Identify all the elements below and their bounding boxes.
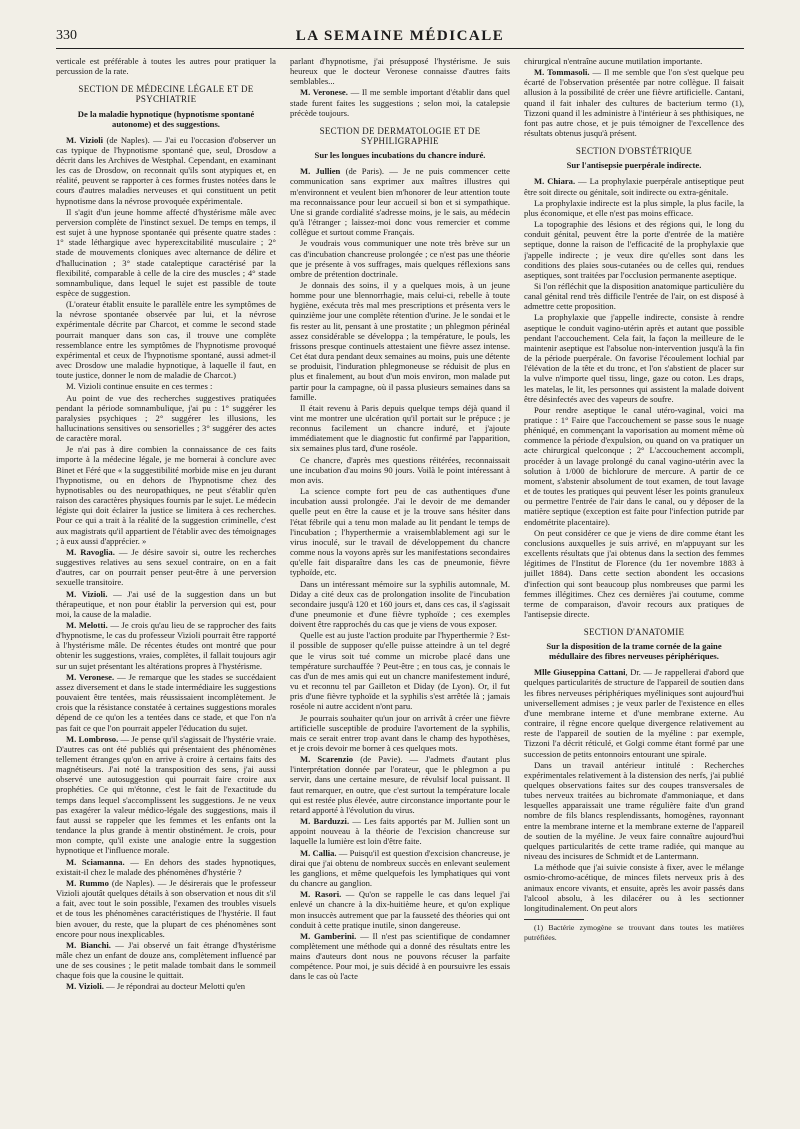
- paragraph: [56, 135, 276, 206]
- speaker-name: M. Chiara.: [534, 176, 576, 187]
- column-1: [56, 56, 276, 1106]
- paragraph: [56, 940, 276, 981]
- paragraph: [290, 816, 510, 846]
- paragraph-text: — Je pense qu'il s'agissait de l'hystérie vraie. D'autres cas ont été publiés qui présentaient des phénomènes tellement étranges qu'on en arrive à croire à certains faits des magnétiseurs. J'ai noté la transposition des sens, j'ai aussi observé une autosuggestion qui pourrait faire croire aux prophéties. Ce qui m'étonne, c'est le fait de l'exactitude du temps dans lequel s'accomplissent les suggestions. Je ne veux pas exagérer la valeur médico-légale des suggestions, mais il faut aussi se rappeler que les femmes et les enfants ont la tendance la plus grande à mentir obstinément. Je crois, pour mon compte, qu'il existe une analogie entre la suggestion hypnotique et l'influence morale.: [56, 733, 276, 856]
- speaker-name: Mlle Giuseppina Cattani: [534, 667, 626, 678]
- paragraph: parlant d'hypnotisme, j'ai présupposé l'hystérisme. Je suis heureux que le docteur Veronese connaisse d'autres faits semblables...: [290, 56, 510, 87]
- paragraph-text: (de Naples). — J'ai eu l'occasion d'observer un cas typique de l'hypnotisme spontané que, seul, Drosdow a décrit dans les Archives de Westphal. Cependant, en examinant les cas de Drosdow, on reconnait qu'ils sont atypiques et, en réalité, peuvent se rapporter à ces formes frustes notées dans le cours d'autres maladies nerveuses et qui constituent un petit hypnotisme dans la névrose provoquée expérimentale.: [56, 134, 276, 206]
- speaker-name: M. Ravoglia.: [66, 546, 115, 557]
- paragraph: (L'orateur établit ensuite le parallèle entre les symptômes de la névrose spontanée observée par lui, et la névrose expérimentale décrite par Charcot, et comme le second stade pourrait manquer dans son cas, il trouve une complète ressemblance entre les symptômes de l'hypnotisme provoqué expérimental et ceux de l'hypnotisme spontané, aussi admet-il avec Drosdow une maladie hypnotique, à laquelle il faut, en toute justice, donner le nom de maladie de Charcot.): [56, 299, 276, 381]
- paragraph-text: — En dehors des stades hypnotiques, existait-il chez le malade des phénomènes d'hystérie ?: [56, 856, 276, 877]
- paragraph: [290, 848, 510, 889]
- speaker-name: M. Tommasoli.: [534, 67, 590, 78]
- paragraph: [524, 176, 744, 196]
- speaker-name: M. Scarenzio: [300, 754, 354, 765]
- paragraph: La prophylaxie que j'appelle indirecte, consiste à rendre aseptique le conduit vagino-utérin après et autant que possible pendant l'accouchement. Cela fait, la façon la meilleure de le maintenir aseptique est l'absolue non-intervention jusqu'à la fin de la période puerpérale. On favorise l'écoulement lochial par l'élévation de la tête et du tronc, et l'on s'abstient de placer sur la vulve n'importe quel tissu, linge, gaze ou coton. Les draps, les matelas, le lit, les personnes qui assistent la malade doivent être désinfectés avec des vapeurs de soufre.: [524, 312, 744, 404]
- paragraph: [290, 87, 510, 117]
- speaker-name: M. Gamberini.: [300, 930, 357, 941]
- paragraph: [56, 878, 276, 939]
- paragraph: [524, 667, 744, 758]
- paragraph: Dans un travail antérieur intitulé : Recherches expérimentales relativement à la distension des nerfs, j'ai publié quelques observations faites sur des coupes transversales de tubes nerveux traitées au bichromate d'ammoniaque, et dans lesquelles apparaissait une trame régulière faite d'un grand nombre de fils blancs resplendissants, homogènes, rayonnant entre la membrane interne et la membrane externe de l'appareil de soutien de la myéline. Je veux faire connaître aujourd'hui quelques particularités de cette trame radiée, qui manque au niveau des incisures de Schmidt et de Lantermann.: [524, 759, 744, 862]
- paragraph: [524, 67, 744, 138]
- page-header: [56, 26, 744, 49]
- paragraph: Je donnais des soins, il y a quelques mois, à un jeune homme pour une blennorrhagie, mais celui-ci, rebelle à toute hygiène, exécuta très mal mes prescriptions et présenta vers le quinzième jour une complète rétention d'urine. Je le sondai et le fis rester au lit, pensant à une prostatite ; un phlegmon périnéal assez considérable se développa ; la température, le pouls, les frissons presque continuels attestaient une fièvre assez intense. Cet état dura pendant deux semaines au moins, puis une détente se produisit, l'induration phlegmoneuse se réduisit de plus en plus et finalement, au bout d'un mois environ, mon malade put partir pour la campagne, où il passa plusieurs semaines dans sa famille.: [290, 279, 510, 402]
- paragraph: La prophylaxie indirecte est la plus simple, la plus facile, la plus économique, et elle n'est pas moins efficace.: [524, 197, 744, 218]
- speaker-name: M. Barduzzi.: [300, 816, 350, 827]
- paragraph-text: — Puisqu'il est question d'excision chancreuse, je dirai que j'ai obtenu de nombreux succès en enlevant seulement les ganglions, et même quelquefois les lymphatiques qui vont du chancre au ganglion.: [290, 847, 510, 889]
- paragraph: Il s'agit d'un jeune homme affecté d'hystérisme mâle avec perversion complète de l'instinct sexuel. De temps en temps, il est sujet à une hypnose spontanée qui présente quatre stades : 1° stade léthargique avec hyperexcitabilité musculaire ; 2° stade de mouvements cloniques avec alternance de délire et d'hallucination ; 3° stade cataleptique caractérisé par la flexibilité, comparable à celle de la cire des muscles ; 4° stade somnambulique, dans lequel le sujet est passible de toute espèce de suggestion.: [56, 206, 276, 298]
- paragraph-text: — Je remarque que les stades se succédaient assez diversement et dans le stade intermédiaire les suggestions pouvaient être tentées, mais réussissaient incomplètement. Je crois que la résistance constatée à certaines suggestions morales dépend de ce qu'on les a tentées dans ce stade, et que l'on n'a pas fait ce que l'on pourrait appeler l'éducation du sujet.: [56, 671, 276, 733]
- paragraph: M. Vizioli continue ensuite en ces termes :: [66, 381, 213, 392]
- paragraph: [56, 734, 276, 856]
- speaker-name: M. Bianchi.: [66, 939, 111, 950]
- paragraph: La science compte fort peu de cas authentiques d'une incubation aussi prolongée. J'ai le devoir de me demander quelle peut en être la cause et je la trouve sans hésiter dans l'état fébrile qui a tenu mon malade au lit pendant le temps de l'incubation ; l'hyperthermie a vraisemblablement agi sur le virus inoculé, sur le travail de développement du chancre comme nous la voyons après sur les manifestations secondaires qu'elle fait disparaître dans les cas de pneumonie, fièvre typhoïde, etc.: [290, 486, 510, 578]
- paragraph: [56, 857, 276, 877]
- journal-title: LA SEMAINE MÉDICALE: [295, 28, 505, 44]
- speaker-name: M. Lombroso.: [66, 733, 119, 744]
- paragraph: La topographie des lésions et des régions qui, le long du conduit génital, peuvent être la porte d'entrée de la matière septique, donne la raison de l'efficacité de la prophylaxie que j'appelle indirecte ; je veux dire qu'elles sont dans les conditions des plaies sous-cutanées ou de celles qui, rendues aseptiques, sont traitées par l'occlusion permanente aseptique.: [524, 219, 744, 280]
- paragraph: verticale est préférable à toutes les autres pour pratiquer la percussion de la rate.: [56, 56, 276, 77]
- paragraph-text: — La prophylaxie puerpérale antiseptique peut être soit directe ou génitale, soit indirecte ou extra-génitale.: [524, 176, 744, 197]
- paragraph-text: — Je crois qu'au lieu de se rapprocher des faits d'hypnotisme, le cas du professeur Vizioli pourrait être rapporté à l'hystérisme mâle. De récentes études ont montré que pour obtenir les suggestions, vraies, complètes, il fallait toujours agir sur un sujet présentant les altérations propres à l'hystérisme.: [56, 619, 276, 671]
- section-title: SECTION D'ANATOMIE: [583, 627, 685, 638]
- speaker-name: M. Rummo: [66, 877, 109, 888]
- paragraph-text: , Dr. — Je rappellerai d'abord que quelques particularités de structure de l'appareil de soutien dans les fibres nerveuses périphériques myéliniques sont aujourd'hui universellement admises ; je veux parler de l'existence en elles d'une membrane interne et d'une membrane externe. Au contraire, il règne encore quelque divergence relativement au reste de l'appareil de soutien de la myéline : par exemple, Tizzoni l'a décrit réticulé, et Golgi comme étant formé par une succession de petits entonnoirs entourant une spirale.: [524, 667, 744, 759]
- paragraph: Si l'on réfléchit que la disposition anatomique particulière du canal génital rend très difficile l'entrée de l'air, on est disposé à admettre cette proposition.: [524, 280, 744, 312]
- paragraph-text: — Il me semble que l'on s'est quelque peu écarté de l'observation présentée par notre collègue. Il faisait allusion à la possibilité de créer une fièvre artificielle. Cantani, quand il fait inhaler des cultures de bacterium termo (1), Tizzoni quand il les administre à l'intérieur à ses phthisiques, ne font pas autre chose, et je puis témoigner de l'excellence des résultats obtenus jusqu'à présent.: [524, 67, 744, 139]
- column-2: [290, 56, 510, 1106]
- paragraph: Il était revenu à Paris depuis quelque temps déjà quand il vint me montrer une ulcération qu'il portait sur le prépuce ; je reconnus facilement un chancre induré, et j'ajoute immédiatement que le diagnostic fut confirmé par l'apparition, six semaines plus tard, d'une roséole.: [290, 402, 510, 454]
- column-3: [524, 56, 744, 1106]
- speaker-name: M. Rasori.: [300, 889, 342, 900]
- paragraph: chirurgical n'entraîne aucune mutilation importante.: [524, 56, 703, 66]
- section-subtitle: Sur les longues incubations du chancre induré.: [314, 150, 486, 161]
- paragraph-text: — Il n'est pas scientifique de condamner complètement une méthode qui a donné des résultats entre les mains d'auteurs dont nous ne pouvons récuser la parfaite compétence. Pour moi, je suis décidé à en poursuivre les essais dans le cas où l'acte: [290, 930, 510, 982]
- paragraph-text: — Qu'on se rappelle le cas dans lequel j'ai enlevé un chancre à la dix-huitième heure, et qu'on explique mon insuccès autrement que par la fausseté des théories qui ont conduit à cette pratique inutile, sinon dangereuse.: [290, 889, 510, 930]
- speaker-name: M. Vizioli.: [66, 588, 108, 599]
- page-number: 330: [56, 28, 77, 43]
- speaker-name: M. Vizioli.: [66, 981, 104, 992]
- paragraph: Quelle est au juste l'action produite par l'hyperthermie ? Est-il possible de supposer qu'elle puisse atteindre à un tel degré que le virus soit tué comme un microbe placé dans une température surchauffée ? Peut-être ; en tous cas, je connais le cas d'un de mes amis qui eut un chancre manifestement induré, vu et reconnu tel par Gailleton et Diday (de Lyon). Or, il fut pris d'une fièvre typhoïde et la syphilis s'est arrêtée là ; jamais roséole ni autre accident n'ont paru.: [290, 630, 510, 712]
- paragraph: [290, 889, 510, 930]
- speaker-name: M. Veronese.: [300, 87, 348, 98]
- speaker-name: M. Jullien: [300, 166, 341, 177]
- footnote-divider: [524, 919, 584, 920]
- section-title: SECTION DE DERMATOLOGIE ET DE SYPHILIGRAPHIE: [319, 125, 481, 147]
- paragraph: [56, 672, 276, 733]
- section-subtitle: De la maladie hypnotique (hypnotisme spontané autonome) et des suggestions.: [77, 108, 255, 129]
- paragraph-text: — Je répondrai au docteur Melotti qu'en: [103, 981, 246, 992]
- paragraph: [56, 620, 276, 671]
- paragraph: [56, 589, 276, 619]
- paragraph: Je pourrais souhaiter qu'un jour on arrivât à créer une fièvre artificielle susceptible de produire l'avortement de la syphilis, mais ce serait entrer trop avant dans le champ des hypothèses, et je crois devoir me borner à ces quelques mots.: [290, 712, 510, 753]
- speaker-name: M. Vizioli: [66, 134, 104, 145]
- speaker-name: M. Sciamanna.: [66, 856, 125, 867]
- paragraph: [290, 931, 510, 982]
- paragraph-text: (de Naples). — Je désirerais que le professeur Vizioli ajoutât quelques détails à son observation et nous dit s'il a fait, avec tout le soin possible, l'examen des troubles visuels et de tous les phénomènes caractéristiques de l'hystérie. Il faut bien avouer, du reste, que la plupart de ces phénomènes sont encore pour nous inexplicables.: [56, 877, 276, 939]
- paragraph: Ce chancre, d'après mes questions réitérées, reconnaissait une incubation d'au moins 90 jours. Voilà le point intéressant à mon avis.: [290, 454, 510, 485]
- paragraph: Au point de vue des recherches suggestives pratiquées pendant la période somnambulique, j'ai pu : 1° suggérer les paralysies psychiques ; 2° suggérer les illusions, les hallucinations sensitives ou sensorielles ; 3° suggérer des actes de caractère moral.: [56, 392, 276, 444]
- paragraph-text: — Les faits apportés par M. Jullien sont un appoint nouveau à la théorie de l'excision chancreuse sur laquelle la lumière est loin d'être faite.: [290, 816, 510, 847]
- paragraph: On peut considérer ce que je viens de dire comme étant les conclusions auxquelles je suis arrivé, en m'appuyant sur les excellents résultats que j'ai obtenus dans la section des femmes légitimes de l'Institut de Florence (du 1er novembre 1883 à juillet 1884). Dans cette section abondent les occasions d'infection qui sont beaucoup plus nombreuses que parmi les femmes illégitimes. Chez ces dernières j'ai coutume, comme terme de comparaison, d'avoir recours aux pratiques de l'antisepsie directe.: [524, 527, 744, 619]
- paragraph: Je voudrais vous communiquer une note très brève sur un cas d'incubation chancreuse prolongée ; ce n'est pas une théorie que je présente à vos suffrages, mais quelques réflexions sans ombre de prétention doctrinale.: [290, 238, 510, 279]
- paragraph: [290, 754, 510, 815]
- footnote: (1) Bactérie zymogène se trouvant dans toutes les matières putréfiées.: [524, 923, 744, 942]
- section-title: SECTION DE MÉDECINE LÉGALE ET DE PSYCHIATRIE: [78, 84, 254, 105]
- paragraph: Je n'ai pas à dire combien la connaissance de ces faits importe à la médecine légale, je me bornerai à conclure avec Binet et Féré que « la suggestibilité morbide mise en jeu durant l'hypnotisme, ou en dehors de l'hypnotisme chez des hypnotisables ou des neuropathiques, ne peut s'établir qu'en raison des caractères physiques fournis par le sujet. Le médecin légiste qui doit éclairer la justice se limitera à ces recherches. Pour ce qui a trait à la réalité de la suggestion criminelle, c'est aux magistrats qu'il appartient de l'établir avec des témoignages ; à eux aussi d'apprécier. »: [56, 444, 276, 546]
- paragraph-text: (de Paris). — Je ne puis commencer cette communication sans exprimer aux maîtres illustres qui m'environnent et veulent bien m'honorer de leur attention toute ma reconnaissance pour leur accueil si bon et si sympathique. Une si grande cordialité s'adresse moins, je le sais, au médecin qu'à l'étranger ; laissez-moi donc vous remercier et comme collègue et surtout comme Français.: [290, 166, 510, 238]
- section-subtitle: Sur l'antisepsie puerpérale indirecte.: [566, 160, 702, 171]
- paragraph-text: — J'ai usé de la suggestion dans un but thérapeutique, et non pour établir la perversion qui est, pour moi, la cause de la maladie.: [56, 588, 276, 619]
- paragraph: [290, 166, 510, 237]
- paragraph: [56, 547, 276, 588]
- paragraph: La méthode que j'ai suivie consiste à fixer, avec le mélange osmio-chromo-acétique, de minces filets nerveux pris à des animaux encore vivants, et ensuite, après les avoir passés dans l'alcool absolu, à les dilacérer ou à les sectionner longitudinalement. On peut alors: [524, 862, 744, 913]
- paragraph-text: (de Pavie). — J'admets d'autant plus l'interprétation donnée par l'orateur, que le phlegmon a pu servir, dans une certaine mesure, de révulsif local puissant. Il faut remarquer, en outre, que c'est surtout la température locale qui est restée plus élevée, autre circonstance importante pour le retard apporté à l'évolution du virus.: [290, 754, 510, 815]
- paragraph-text: — Il me semble important d'établir dans quel stade furent faites les suggestions ; selon moi, la catalepsie précède toujours.: [290, 87, 510, 118]
- paragraph: Dans un intéressant mémoire sur la syphilis automnale, M. Diday a cité deux cas de prolongation insolite de l'incubation secondaire jusqu'à 120 et 160 jours et, dans ces cas, il s'agissait d'une pneumonie et d'une fièvre typhoïde ; ces exemples doivent être rapprochés du cas que je viens de vous exposer.: [290, 578, 510, 630]
- speaker-name: M. Veronese.: [66, 671, 115, 682]
- speaker-name: M. Callia.: [300, 847, 337, 858]
- paragraph-text: — J'ai observé un fait étrange d'hystérisme mâle chez un enfant de douze ans, complètement influencé par une de ses cousines ; le petit malade tombait dans le sommeil chaque fois que la cousine le quittait.: [56, 939, 276, 981]
- paragraph: Pour rendre aseptique le canal utéro-vaginal, voici ma pratique : 1° Faire que l'accouchement se passe sous le nuage phéniqué, en commençant la vaporisation au moment même où commence la période d'expulsion, ou quand on va pratiquer un acte chirurgical quelconque ; 2° L'accouchement accompli, procéder à un lavage prolongé du canal vagino-utérin avec la solution à 1/000 de bichlorure de mercure. A partir de ce moment, s'abstenir absolument de tout examen, de tout lavage et de toutes les pratiques qui peuvent léser les points granuleux ou permettre l'entrée de l'air dans le canal, ou y déposer de la matière septique (exception est faite pour l'infection putride par endométrite placentaire).: [524, 404, 744, 527]
- paragraph-text: — Je désire savoir si, outre les recherches suggestives relatives au sens sexuel contraire, on en a fait d'autres, car on pourrait penser peut-être à une perversion sexuelle transitoire.: [56, 546, 276, 588]
- section-subtitle: Sur la disposition de la trame cornée de la gaine médullaire des fibres nerveuses périphériques.: [546, 641, 722, 662]
- speaker-name: M. Melotti.: [66, 619, 108, 630]
- paragraph: [56, 981, 276, 991]
- article-columns: [56, 56, 744, 1106]
- section-title: SECTION D'OBSTÉTRIQUE: [575, 146, 693, 157]
